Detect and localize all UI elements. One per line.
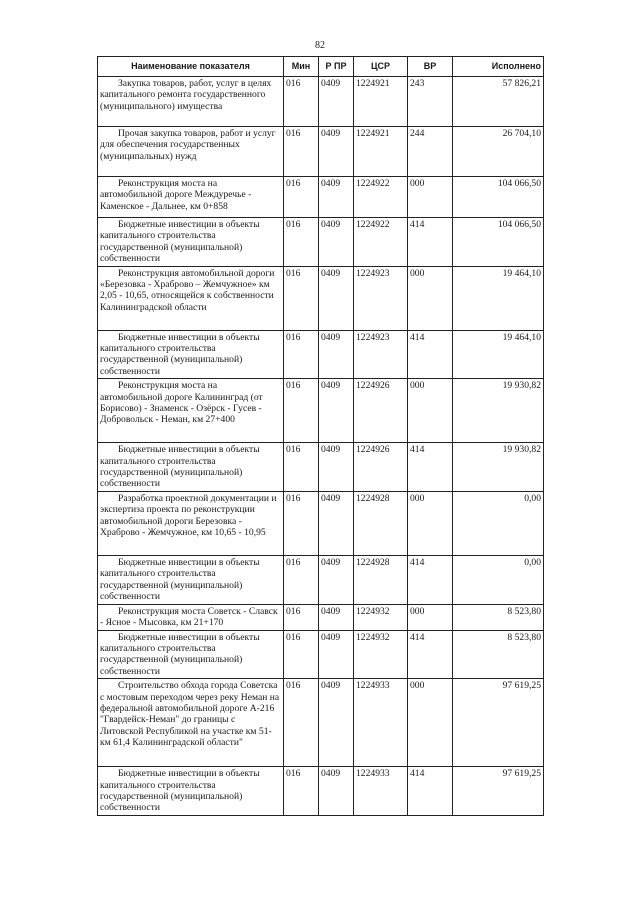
row-min: 016: [284, 630, 319, 679]
row-rpr: 0409: [319, 127, 354, 177]
row-min: 016: [284, 604, 319, 630]
row-vr: 414: [408, 218, 453, 267]
row-min: 016: [284, 679, 319, 767]
row-vr: 414: [408, 767, 453, 816]
row-rpr: 0409: [319, 630, 354, 679]
table-header-row: [98, 57, 544, 77]
table-row: [98, 177, 544, 218]
row-name: Реконструкция моста Советск - Славск - Ясное - Мысовка, км 21+170: [98, 604, 284, 630]
row-vr: 243: [408, 77, 453, 127]
table-row: [98, 604, 544, 630]
row-rpr: 0409: [319, 604, 354, 630]
row-min: 016: [284, 177, 319, 218]
row-amount: 19 464,10: [453, 330, 544, 379]
budget-execution-table: [97, 56, 544, 816]
row-amount: 104 066,50: [453, 218, 544, 267]
header-rpr: Р ПР: [319, 57, 354, 77]
header-amount: Исполнено: [453, 57, 544, 77]
row-amount: 97 619,25: [453, 767, 544, 816]
table-row: [98, 330, 544, 379]
table-row: [98, 218, 544, 267]
row-amount: 19 464,10: [453, 266, 544, 330]
row-min: 016: [284, 330, 319, 379]
page-number: 82: [315, 40, 325, 51]
row-name: Строительство обхода города Советска с мостовым переходом через реку Неман на федеральной автомобильной дороге А-216 "Гвардейск-Неман" до границы с Литовской Республикой на участке км 51-км 61,4 Калининградской области": [98, 679, 284, 767]
row-amount: 97 619,25: [453, 679, 544, 767]
row-rpr: 0409: [319, 330, 354, 379]
table-row: [98, 266, 544, 330]
row-csr: 1224926: [354, 443, 408, 492]
row-amount: 104 066,50: [453, 177, 544, 218]
row-name: Бюджетные инвестиции в объекты капитального строительства государственной (муниципальной) собственности: [98, 767, 284, 816]
row-vr: 000: [408, 266, 453, 330]
row-vr: 000: [408, 491, 453, 555]
row-csr: 1224933: [354, 679, 408, 767]
header-min: Мин: [284, 57, 319, 77]
row-vr: 414: [408, 630, 453, 679]
row-csr: 1224926: [354, 379, 408, 443]
row-min: 016: [284, 77, 319, 127]
table-row: [98, 767, 544, 816]
table-row: [98, 679, 544, 767]
row-name: Реконструкция автомобильной дороги «Березовка - Храброво – Жемчужное» км 2,05 - 10,65, относящейся к собственности Калининградской области: [98, 266, 284, 330]
table-row: [98, 379, 544, 443]
row-rpr: 0409: [319, 443, 354, 492]
row-min: 016: [284, 379, 319, 443]
row-csr: 1224932: [354, 604, 408, 630]
row-name: Реконструкция моста на автомобильной дороге Междуречье - Каменское - Дальнее, км 0+858: [98, 177, 284, 218]
row-vr: 000: [408, 679, 453, 767]
row-rpr: 0409: [319, 177, 354, 218]
table-row: [98, 443, 544, 492]
header-csr: ЦСР: [354, 57, 408, 77]
row-amount: 8 523,80: [453, 630, 544, 679]
table-row: [98, 491, 544, 555]
row-rpr: 0409: [319, 218, 354, 267]
row-amount: 19 930,82: [453, 379, 544, 443]
row-min: 016: [284, 218, 319, 267]
row-amount: 26 704,10: [453, 127, 544, 177]
row-min: 016: [284, 443, 319, 492]
row-name: Закупка товаров, работ, услуг в целях капитального ремонта государственного (муниципального) имущества: [98, 77, 284, 127]
row-rpr: 0409: [319, 767, 354, 816]
row-name: Бюджетные инвестиции в объекты капитального строительства государственной (муниципальной) собственности: [98, 555, 284, 604]
row-name: Бюджетные инвестиции в объекты капитального строительства государственной (муниципальной) собственности: [98, 443, 284, 492]
table-row: [98, 630, 544, 679]
table-row: [98, 555, 544, 604]
row-csr: 1224921: [354, 77, 408, 127]
row-min: 016: [284, 266, 319, 330]
row-csr: 1224928: [354, 555, 408, 604]
row-csr: 1224923: [354, 266, 408, 330]
header-vr: ВР: [408, 57, 453, 77]
row-rpr: 0409: [319, 679, 354, 767]
header-name: Наименование показателя: [98, 57, 284, 77]
row-name: Прочая закупка товаров, работ и услуг для обеспечения государственных (муниципальных) нужд: [98, 127, 284, 177]
row-rpr: 0409: [319, 555, 354, 604]
row-rpr: 0409: [319, 379, 354, 443]
row-vr: 244: [408, 127, 453, 177]
table-row: [98, 77, 544, 127]
row-min: 016: [284, 491, 319, 555]
row-csr: 1224922: [354, 218, 408, 267]
row-name: Реконструкция моста на автомобильной дороге Калининград (от Борисово) - Знаменск - Озёрск - Гусев - Добровольск - Неман, км 27+400: [98, 379, 284, 443]
row-vr: 000: [408, 379, 453, 443]
row-name: Бюджетные инвестиции в объекты капитального строительства государственной (муниципальной) собственности: [98, 330, 284, 379]
row-amount: 19 930,82: [453, 443, 544, 492]
row-vr: 000: [408, 604, 453, 630]
row-rpr: 0409: [319, 77, 354, 127]
row-csr: 1224928: [354, 491, 408, 555]
row-csr: 1224922: [354, 177, 408, 218]
row-name: Бюджетные инвестиции в объекты капитального строительства государственной (муниципальной) собственности: [98, 218, 284, 267]
row-vr: 414: [408, 330, 453, 379]
row-vr: 414: [408, 443, 453, 492]
row-name: Бюджетные инвестиции в объекты капитального строительства государственной (муниципальной) собственности: [98, 630, 284, 679]
row-min: 016: [284, 555, 319, 604]
row-rpr: 0409: [319, 266, 354, 330]
row-amount: 0,00: [453, 555, 544, 604]
row-vr: 000: [408, 177, 453, 218]
row-name: Разработка проектной документации и экспертиза проекта по реконструкции автомобильной дороги Березовка - Храброво - Жемчужное, км 10,65 - 10,95: [98, 491, 284, 555]
row-vr: 414: [408, 555, 453, 604]
row-amount: 8 523,80: [453, 604, 544, 630]
row-csr: 1224932: [354, 630, 408, 679]
row-amount: 0,00: [453, 491, 544, 555]
row-min: 016: [284, 767, 319, 816]
row-csr: 1224923: [354, 330, 408, 379]
row-csr: 1224921: [354, 127, 408, 177]
table-row: [98, 127, 544, 177]
row-min: 016: [284, 127, 319, 177]
row-amount: 57 826,21: [453, 77, 544, 127]
row-rpr: 0409: [319, 491, 354, 555]
row-csr: 1224933: [354, 767, 408, 816]
